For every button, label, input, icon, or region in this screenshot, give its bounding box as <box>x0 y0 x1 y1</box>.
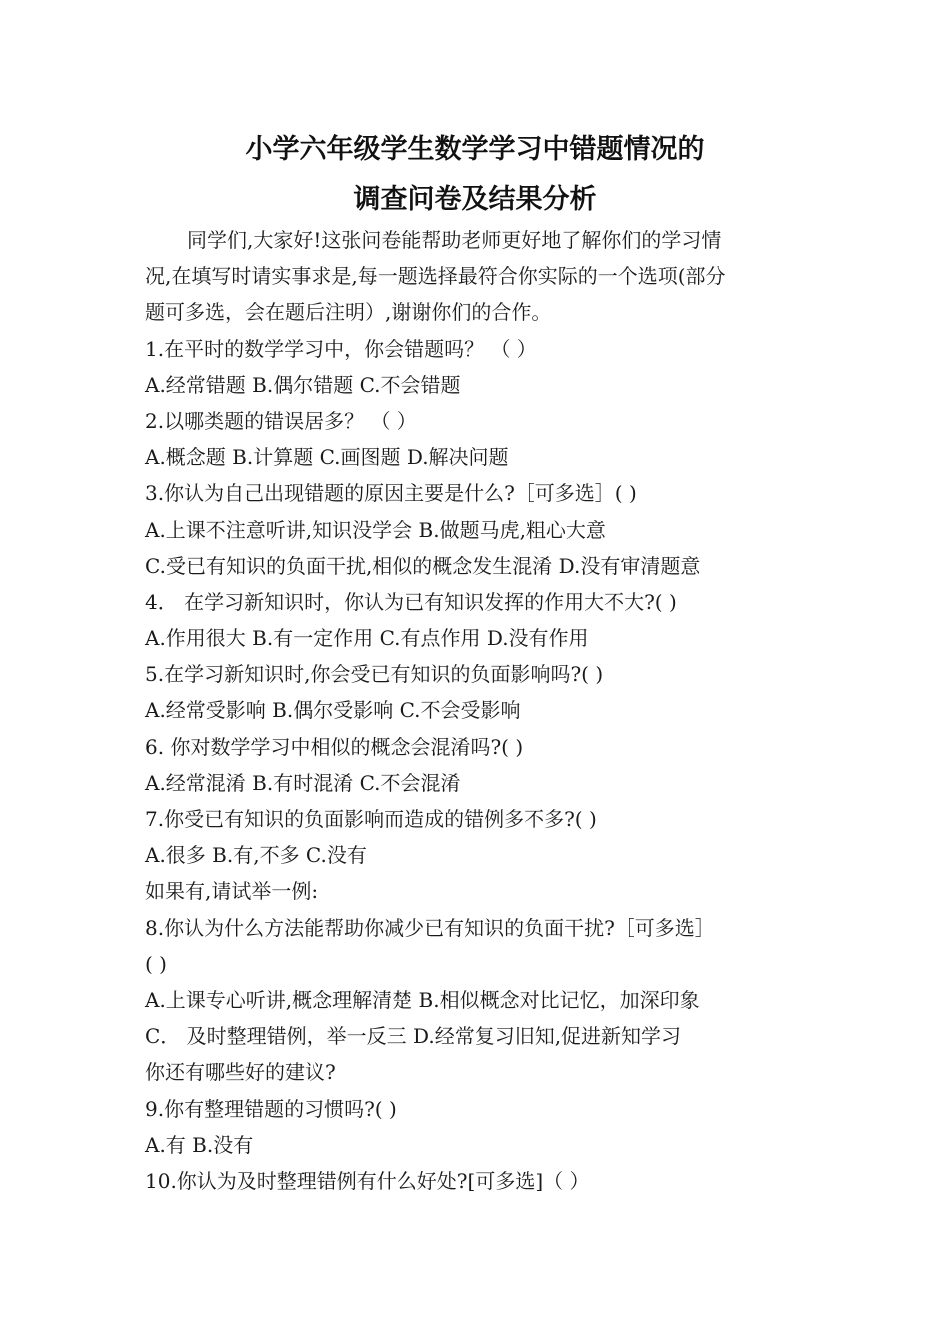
question-3: 3.你认为自己出现错题的原因主要是什么?［可多选］( ) <box>145 481 637 506</box>
question-7-options: A.很多 B.有,不多 C.没有 <box>145 843 367 868</box>
document-title-line-1: 小学六年级学生数学学习中错题情况的 <box>245 134 705 165</box>
question-7: 7.你受已有知识的负面影响而造成的错例多不多?( ) <box>145 807 597 831</box>
question-8-blank: ( ) <box>145 951 167 976</box>
question-9-options: A.有 B.没有 <box>145 1132 254 1157</box>
question-8: 8.你认为什么方法能帮助你减少已有知识的负面干扰?［可多选］ <box>145 915 715 940</box>
question-2-options: A.概念题 B.计算题 C.画图题 D.解决问题 <box>145 445 509 470</box>
question-10: 10.你认为及时整理错例有什么好处?[可多选]（ ） <box>145 1168 590 1193</box>
question-2: 2.以哪类题的错误居多？ （ ） <box>145 408 417 433</box>
question-5-options: A.经常受影响 B.偶尔受影响 C.不会受影响 <box>145 698 521 723</box>
question-3-options: A.上课不注意听讲,知识没学会 B.做题马虎,粗心大意 <box>145 517 606 542</box>
question-3-options: C.受已有知识的负面干扰,相似的概念发生混淆 D.没有审清题意 <box>145 553 701 578</box>
question-5: 5.在学习新知识时,你会受已有知识的负面影响吗?( ) <box>145 662 604 687</box>
question-4-options: A.作用很大 B.有一定作用 C.有点作用 D.没有作用 <box>145 626 589 651</box>
question-1: 1.在平时的数学学习中，你会错题吗？ （ ） <box>145 336 537 361</box>
document-title-line-2: 调查问卷及结果分析 <box>353 184 597 215</box>
intro-line: 况,在填写时请实事求是,每一题选择最符合你实际的一个选项(部分 <box>145 264 726 289</box>
question-7-followup: 如果有,请试举一例: <box>145 879 319 904</box>
question-8-options: A.上课专心听讲,概念理解清楚 B.相似概念对比记忆，加深印象 <box>145 987 700 1012</box>
question-9: 9.你有整理错题的习惯吗?( ) <box>145 1096 397 1121</box>
intro-line: 同学们,大家好!这张问卷能帮助老师更好地了解你们的学习情 <box>187 228 722 252</box>
intro-line: 题可多选，会在题后注明）,谢谢你们的合作。 <box>145 300 552 325</box>
question-4: 4． 在学习新知识时，你认为已有知识发挥的作用大不大?( ) <box>145 589 677 614</box>
question-8-options: C． 及时整理错例，举一反三 D.经常复习旧知,促进新知学习 <box>145 1024 682 1049</box>
question-8-followup: 你还有哪些好的建议? <box>145 1060 336 1085</box>
question-6-options: A.经常混淆 B.有时混淆 C.不会混淆 <box>145 770 461 795</box>
question-6: 6. 你对数学学习中相似的概念会混淆吗?( ) <box>145 734 524 759</box>
question-1-options: A.经常错题 B.偶尔错题 C.不会错题 <box>145 372 461 397</box>
document-body <box>145 222 815 1199</box>
